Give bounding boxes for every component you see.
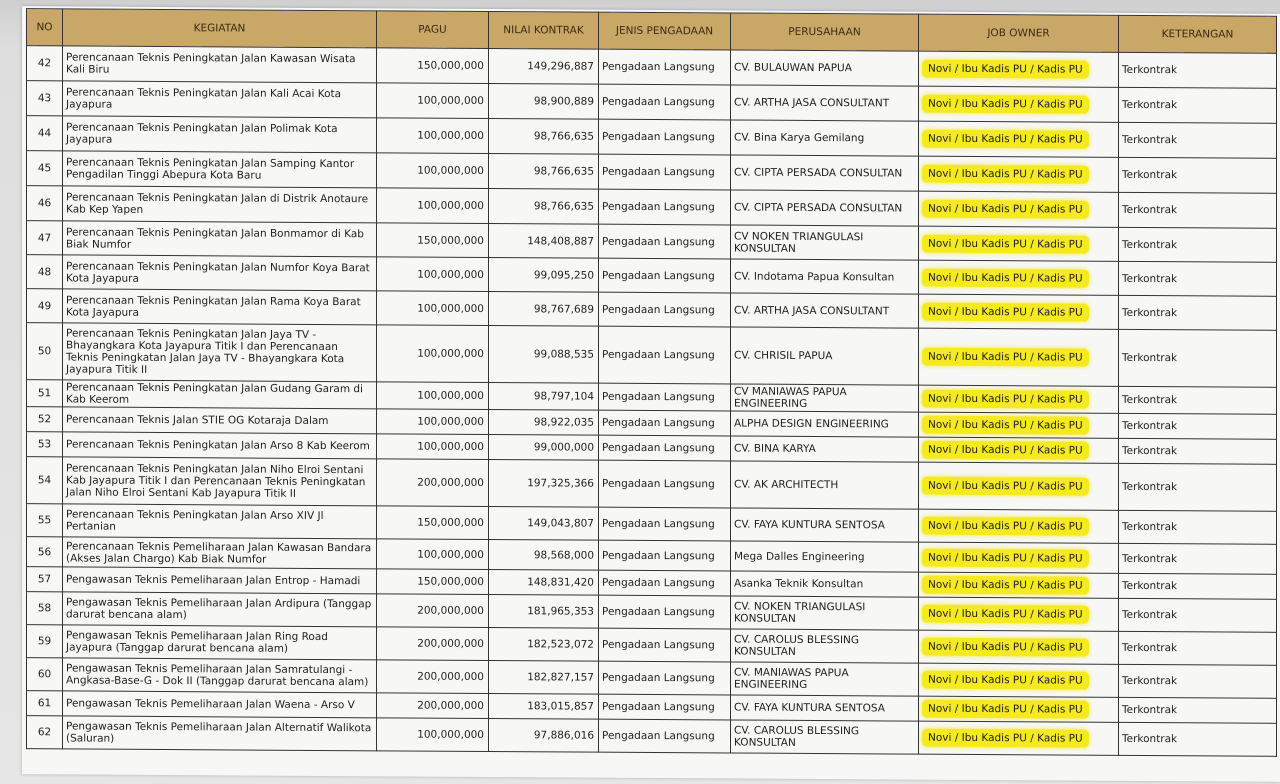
cell-nilai-kontrak: 98,568,000 (489, 540, 599, 571)
job-owner-highlight: Novi / Ibu Kadis PU / Kadis PU (922, 302, 1089, 321)
cell-jenis-pengadaan: Pengadaan Langsung (599, 119, 731, 155)
cell-job-owner (919, 191, 1119, 227)
cell-jenis-pengadaan: Pengadaan Langsung (599, 383, 731, 411)
cell-perusahaan: CV. CIPTA PERSADA CONSULTAN (731, 190, 919, 226)
cell-job-owner (919, 696, 1119, 722)
cell-pagu: 100,000,000 (377, 539, 489, 570)
cell-jenis-pengadaan: Pengadaan Langsung (599, 410, 731, 436)
cell-kegiatan: Perencanaan Teknis Peningkatan Jalan Kali Acai Kota Jayapura (63, 81, 377, 118)
header-perusahaan: PERUSAHAAN (731, 13, 919, 51)
document-sheet (22, 6, 1280, 782)
header-no: NO (27, 9, 63, 46)
cell-job-owner (919, 226, 1119, 261)
cell-jenis-pengadaan: Pengadaan Langsung (599, 84, 731, 120)
cell-perusahaan: Mega Dalles Engineering (731, 541, 919, 572)
cell-perusahaan: CV. BULAUWAN PAPUA (731, 50, 919, 86)
cell-pagu: 150,000,000 (377, 569, 489, 595)
cell-no: 60 (27, 658, 63, 691)
cell-no: 61 (27, 691, 63, 716)
cell-no: 51 (27, 380, 63, 407)
cell-job-owner (919, 509, 1119, 543)
cell-kegiatan: Perencanaan Teknis Jalan STIE OG Kotaraja Dalam (63, 407, 377, 434)
header-nilai-kontrak: NILAI KONTRAK (489, 12, 599, 50)
cell-keterangan: Terkontrak (1119, 52, 1277, 88)
cell-nilai-kontrak: 197,325,366 (489, 460, 599, 508)
cell-nilai-kontrak: 182,827,157 (489, 661, 599, 695)
cell-jenis-pengadaan: Pengadaan Langsung (599, 570, 731, 596)
cell-kegiatan: Perencanaan Teknis Peningkatan Jalan Polimak Kota Jayapura (63, 116, 377, 153)
cell-perusahaan: CV. NOKEN TRIANGULASI KONSULTAN (731, 596, 919, 630)
cell-keterangan: Terkontrak (1119, 87, 1277, 123)
cell-job-owner (919, 462, 1119, 510)
cell-no: 49 (27, 289, 63, 323)
cell-job-owner (919, 294, 1119, 329)
cell-kegiatan: Perencanaan Teknis Peningkatan Jalan Rama Koya Barat Kota Jayapura (63, 289, 377, 325)
job-owner-highlight: Novi / Ibu Kadis PU / Kadis PU (922, 605, 1089, 624)
cell-pagu: 200,000,000 (377, 627, 489, 661)
header-job-owner: JOB OWNER (919, 14, 1119, 52)
cell-job-owner (919, 156, 1119, 192)
job-owner-highlight: Novi / Ibu Kadis PU / Kadis PU (922, 416, 1089, 435)
cell-keterangan: Terkontrak (1119, 510, 1277, 544)
cell-perusahaan: CV. CAROLUS BLESSING KONSULTAN (731, 720, 919, 754)
header-pagu: PAGU (377, 11, 489, 49)
cell-jenis-pengadaan: Pengadaan Langsung (599, 460, 731, 508)
cell-jenis-pengadaan: Pengadaan Langsung (599, 435, 731, 461)
cell-no: 42 (27, 46, 63, 81)
job-owner-highlight: Novi / Ibu Kadis PU / Kadis PU (922, 517, 1089, 536)
cell-no: 46 (27, 186, 63, 221)
cell-keterangan: Terkontrak (1119, 573, 1277, 599)
header-keterangan: KETERANGAN (1119, 15, 1277, 53)
cell-jenis-pengadaan: Pengadaan Langsung (599, 189, 731, 225)
cell-perusahaan: CV. MANIAWAS PAPUA ENGINEERING (731, 662, 919, 696)
cell-perusahaan: CV. FAYA KUNTURA SENTOSA (731, 695, 919, 721)
table-row (27, 323, 1277, 388)
cell-nilai-kontrak: 148,831,420 (489, 570, 599, 596)
cell-pagu: 100,000,000 (377, 434, 489, 460)
cell-kegiatan: Pengawasan Teknis Pemeliharaan Jalan Entrop - Hamadi (63, 567, 377, 594)
cell-nilai-kontrak: 98,922,035 (489, 410, 599, 436)
cell-keterangan: Terkontrak (1119, 438, 1277, 464)
cell-kegiatan: Perencanaan Teknis Peningkatan Jalan Arso 8 Kab Keerom (63, 432, 377, 459)
cell-perusahaan: CV. ARTHA JASA CONSULTANT (731, 293, 919, 328)
cell-keterangan: Terkontrak (1119, 598, 1277, 632)
cell-jenis-pengadaan: Pengadaan Langsung (599, 661, 731, 695)
cell-kegiatan: Perencanaan Teknis Peningkatan Jalan Gudang Garam di Kab Keerom (63, 380, 377, 409)
cell-nilai-kontrak: 182,523,072 (489, 628, 599, 662)
job-owner-highlight: Novi / Ibu Kadis PU / Kadis PU (922, 390, 1089, 409)
cell-pagu: 100,000,000 (377, 83, 489, 119)
table-body (27, 46, 1277, 757)
job-owner-highlight: Novi / Ibu Kadis PU / Kadis PU (922, 60, 1089, 79)
cell-pagu: 200,000,000 (377, 459, 489, 507)
cell-nilai-kontrak: 98,766,635 (489, 119, 599, 155)
cell-pagu: 100,000,000 (377, 188, 489, 224)
table-row (27, 457, 1277, 512)
cell-job-owner (919, 121, 1119, 157)
cell-jenis-pengadaan: Pengadaan Langsung (599, 258, 731, 293)
cell-no: 59 (27, 625, 63, 658)
cell-no: 58 (27, 592, 63, 625)
cell-nilai-kontrak: 98,766,635 (489, 154, 599, 190)
cell-nilai-kontrak: 97,886,016 (489, 719, 599, 753)
job-owner-highlight: Novi / Ibu Kadis PU / Kadis PU (922, 638, 1089, 657)
cell-jenis-pengadaan: Pengadaan Langsung (599, 154, 731, 190)
cell-perusahaan: CV. Indotama Papua Konsultan (731, 259, 919, 294)
cell-job-owner (919, 630, 1119, 664)
cell-jenis-pengadaan: Pengadaan Langsung (599, 694, 731, 720)
cell-nilai-kontrak: 99,088,535 (489, 326, 599, 384)
job-owner-highlight: Novi / Ibu Kadis PU / Kadis PU (922, 477, 1089, 496)
cell-jenis-pengadaan: Pengadaan Langsung (599, 292, 731, 327)
cell-pagu: 100,000,000 (377, 291, 489, 326)
cell-kegiatan: Perencanaan Teknis Peningkatan Jalan Arso XIV Jl Pertanian (63, 504, 377, 539)
cell-kegiatan: Pengawasan Teknis Pemeliharaan Jalan Waena - Arso V (63, 691, 377, 718)
job-owner-highlight: Novi / Ibu Kadis PU / Kadis PU (922, 268, 1089, 287)
cell-job-owner (919, 542, 1119, 573)
cell-no: 47 (27, 221, 63, 255)
cell-nilai-kontrak: 149,043,807 (489, 507, 599, 541)
cell-keterangan: Terkontrak (1119, 463, 1277, 511)
cell-jenis-pengadaan: Pengadaan Langsung (599, 507, 731, 541)
cell-perusahaan: CV. BINA KARYA (731, 436, 919, 462)
cell-pagu: 200,000,000 (377, 693, 489, 719)
cell-jenis-pengadaan: Pengadaan Langsung (599, 628, 731, 662)
cell-nilai-kontrak: 98,797,104 (489, 383, 599, 411)
job-owner-highlight: Novi / Ibu Kadis PU / Kadis PU (922, 200, 1089, 219)
cell-job-owner (919, 721, 1119, 755)
cell-keterangan: Terkontrak (1119, 157, 1277, 193)
cell-no: 57 (27, 567, 63, 592)
cell-jenis-pengadaan: Pengadaan Langsung (599, 540, 731, 571)
cell-nilai-kontrak: 98,767,689 (489, 292, 599, 327)
job-owner-highlight: Novi / Ibu Kadis PU / Kadis PU (922, 576, 1089, 595)
cell-keterangan: Terkontrak (1119, 227, 1277, 262)
cell-pagu: 150,000,000 (377, 223, 489, 258)
cell-keterangan: Terkontrak (1119, 722, 1277, 756)
cell-pagu: 100,000,000 (377, 153, 489, 189)
cell-kegiatan: Perencanaan Teknis Peningkatan Jalan Bonmamor di Kab Biak Numfor (63, 221, 377, 257)
job-owner-highlight: Novi / Ibu Kadis PU / Kadis PU (922, 130, 1089, 149)
cell-nilai-kontrak: 98,900,889 (489, 84, 599, 120)
cell-job-owner (919, 663, 1119, 697)
cell-keterangan: Terkontrak (1119, 697, 1277, 723)
cell-pagu: 100,000,000 (377, 118, 489, 154)
cell-no: 62 (27, 716, 63, 749)
cell-keterangan: Terkontrak (1119, 329, 1277, 387)
cell-nilai-kontrak: 149,296,887 (489, 49, 599, 85)
cell-kegiatan: Perencanaan Teknis Peningkatan Jalan di Distrik Anotaure Kab Kep Yapen (63, 186, 377, 223)
job-owner-highlight: Novi / Ibu Kadis PU / Kadis PU (922, 441, 1089, 460)
cell-perusahaan: CV. FAYA KUNTURA SENTOSA (731, 508, 919, 542)
cell-jenis-pengadaan: Pengadaan Langsung (599, 326, 731, 384)
cell-keterangan: Terkontrak (1119, 386, 1277, 414)
cell-job-owner (919, 328, 1119, 386)
cell-nilai-kontrak: 99,000,000 (489, 435, 599, 461)
cell-keterangan: Terkontrak (1119, 192, 1277, 228)
cell-job-owner (919, 597, 1119, 631)
job-owner-highlight: Novi / Ibu Kadis PU / Kadis PU (922, 671, 1089, 690)
cell-jenis-pengadaan: Pengadaan Langsung (599, 49, 731, 85)
cell-job-owner (919, 51, 1119, 87)
cell-keterangan: Terkontrak (1119, 543, 1277, 574)
cell-jenis-pengadaan: Pengadaan Langsung (599, 224, 731, 259)
cell-pagu: 150,000,000 (377, 48, 489, 84)
cell-kegiatan: Perencanaan Teknis Peningkatan Jalan Samping Kantor Pengadilan Tinggi Abepura Kota Baru (63, 151, 377, 188)
contract-table (26, 8, 1277, 757)
cell-job-owner (919, 86, 1119, 122)
cell-keterangan: Terkontrak (1119, 413, 1277, 439)
cell-keterangan: Terkontrak (1119, 122, 1277, 158)
cell-perusahaan: CV. AK ARCHITECTH (731, 461, 919, 509)
cell-no: 56 (27, 537, 63, 567)
cell-no: 52 (27, 407, 63, 432)
cell-perusahaan: CV. CAROLUS BLESSING KONSULTAN (731, 629, 919, 663)
cell-nilai-kontrak: 183,015,857 (489, 694, 599, 720)
cell-pagu: 100,000,000 (377, 325, 489, 383)
cell-keterangan: Terkontrak (1119, 664, 1277, 698)
cell-kegiatan: Pengawasan Teknis Pemeliharaan Jalan Ardipura (Tanggap darurat bencana alam) (63, 592, 377, 627)
cell-jenis-pengadaan: Pengadaan Langsung (599, 595, 731, 629)
cell-pagu: 100,000,000 (377, 257, 489, 292)
cell-no: 53 (27, 432, 63, 457)
cell-perusahaan: CV. ARTHA JASA CONSULTANT (731, 85, 919, 121)
header-jenis-pengadaan: JENIS PENGADAAN (599, 12, 731, 50)
cell-kegiatan: Perencanaan Teknis Peningkatan Jalan Niho Elroi Sentani Kab Jayapura Titik I dan Perencanaan Teknis Peningkatan Jalan Niho Elroi Sentani Kab Jayapura Titik II (63, 457, 377, 506)
cell-pagu: 100,000,000 (377, 718, 489, 752)
cell-keterangan: Terkontrak (1119, 295, 1277, 330)
cell-keterangan: Terkontrak (1119, 631, 1277, 665)
cell-pagu: 100,000,000 (377, 409, 489, 435)
cell-kegiatan: Perencanaan Teknis Peningkatan Jalan Jaya TV - Bhayangkara Kota Jayapura Titik I dan Perencanaan Teknis Peningkatan Jalan Jaya TV - Bhayangkara Kota Jayapura Titik II (63, 323, 377, 382)
cell-jenis-pengadaan: Pengadaan Langsung (599, 719, 731, 753)
cell-no: 48 (27, 255, 63, 289)
job-owner-highlight: Novi / Ibu Kadis PU / Kadis PU (922, 95, 1089, 114)
job-owner-highlight: Novi / Ibu Kadis PU / Kadis PU (922, 165, 1089, 184)
cell-keterangan: Terkontrak (1119, 261, 1277, 296)
cell-kegiatan: Pengawasan Teknis Pemeliharaan Jalan Alternatif Walikota (Saluran) (63, 716, 377, 751)
cell-no: 50 (27, 323, 63, 380)
cell-pagu: 200,000,000 (377, 594, 489, 628)
cell-no: 45 (27, 151, 63, 186)
cell-kegiatan: Perencanaan Teknis Peningkatan Jalan Kawasan Wisata Kali Biru (63, 46, 377, 83)
job-owner-highlight: Novi / Ibu Kadis PU / Kadis PU (922, 348, 1089, 367)
cell-kegiatan: Pengawasan Teknis Pemeliharaan Jalan Ring Road Jayapura (Tanggap darurat bencana alam) (63, 625, 377, 660)
cell-no: 43 (27, 81, 63, 116)
cell-no: 44 (27, 116, 63, 151)
cell-nilai-kontrak: 181,965,353 (489, 595, 599, 629)
cell-job-owner (919, 385, 1119, 413)
cell-perusahaan: CV NOKEN TRIANGULASI KONSULTAN (731, 225, 919, 260)
cell-perusahaan: Asanka Teknik Konsultan (731, 571, 919, 597)
cell-job-owner (919, 572, 1119, 598)
cell-perusahaan: ALPHA DESIGN ENGINEERING (731, 411, 919, 437)
cell-kegiatan: Pengawasan Teknis Pemeliharaan Jalan Samratulangi - Angkasa-Base-G - Dok II (Tanggap darurat bencana alam) (63, 658, 377, 693)
cell-perusahaan: CV. CIPTA PERSADA CONSULTAN (731, 155, 919, 191)
job-owner-highlight: Novi / Ibu Kadis PU / Kadis PU (922, 234, 1089, 253)
cell-nilai-kontrak: 98,766,635 (489, 189, 599, 225)
cell-perusahaan: CV MANIAWAS PAPUA ENGINEERING (731, 384, 919, 412)
cell-perusahaan: CV. Bina Karya Gemilang (731, 120, 919, 156)
cell-perusahaan: CV. CHRISIL PAPUA (731, 327, 919, 385)
cell-job-owner (919, 260, 1119, 295)
cell-kegiatan: Perencanaan Teknis Pemeliharaan Jalan Kawasan Bandara (Akses Jalan Chargo) Kab Biak Numfor (63, 537, 377, 569)
cell-pagu: 150,000,000 (377, 506, 489, 540)
cell-nilai-kontrak: 99,095,250 (489, 258, 599, 293)
cell-pagu: 100,000,000 (377, 382, 489, 410)
cell-nilai-kontrak: 148,408,887 (489, 224, 599, 259)
cell-job-owner (919, 437, 1119, 463)
cell-job-owner (919, 412, 1119, 438)
table-row (27, 716, 1277, 757)
cell-pagu: 200,000,000 (377, 660, 489, 694)
header-kegiatan: KEGIATAN (63, 9, 377, 48)
cell-kegiatan: Perencanaan Teknis Peningkatan Jalan Numfor Koya Barat Kota Jayapura (63, 255, 377, 291)
job-owner-highlight: Novi / Ibu Kadis PU / Kadis PU (922, 729, 1089, 748)
cell-no: 55 (27, 504, 63, 537)
job-owner-highlight: Novi / Ibu Kadis PU / Kadis PU (922, 548, 1089, 567)
cell-no: 54 (27, 457, 63, 504)
job-owner-highlight: Novi / Ibu Kadis PU / Kadis PU (922, 700, 1089, 719)
